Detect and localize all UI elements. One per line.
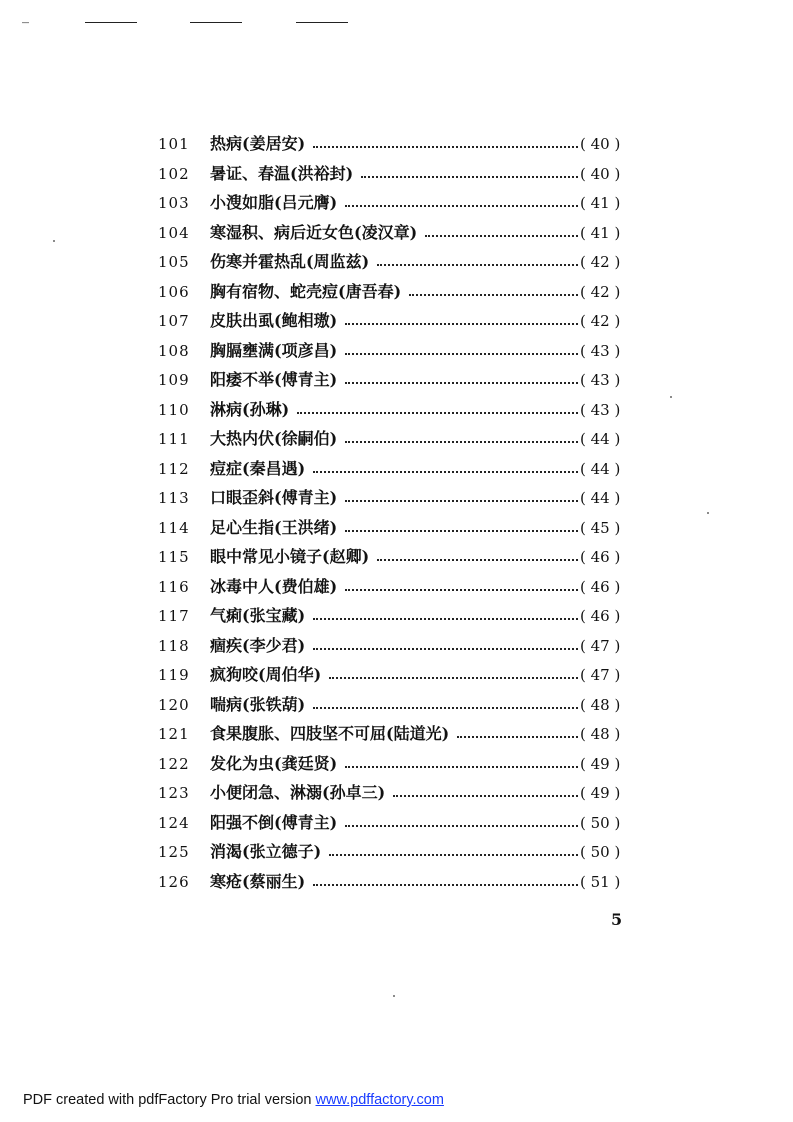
- dot-leader: [409, 294, 578, 296]
- entry-title: 口眼歪斜(傅青主): [210, 488, 338, 507]
- entry-title: 伤寒并霍热乱(周监兹): [210, 252, 370, 271]
- dot-leader: [345, 530, 578, 532]
- entry-number: 105: [158, 253, 190, 271]
- toc-entry: [0, 721, 793, 747]
- entry-number: 106: [158, 282, 190, 301]
- entry-title: 痘症(秦昌遇): [210, 458, 306, 478]
- toc-entry: [0, 131, 793, 157]
- entry-title: 消渴(张立德子): [210, 842, 322, 861]
- toc-entry: [0, 367, 793, 393]
- dot-leader: [345, 825, 578, 827]
- toc-entry: [0, 397, 793, 423]
- dot-leader: [345, 766, 578, 768]
- dot-leader: [329, 677, 578, 679]
- scan-speck: [670, 396, 672, 398]
- dot-leader: [345, 441, 578, 443]
- dot-leader: [313, 648, 578, 650]
- entry-number: 108: [158, 341, 190, 360]
- toc-entry: [0, 485, 793, 511]
- entry-title: 胸膈壅满(项彦昌): [210, 340, 338, 360]
- entry-title: 食果腹胀、四肢坚不可屈(陆道光): [210, 724, 450, 743]
- entry-number: 120: [158, 695, 190, 714]
- entry-title: 寒湿积、病后近女色(凌汉章): [210, 222, 418, 242]
- entry-number: 121: [158, 725, 190, 743]
- entry-page: ( 42 ): [580, 312, 621, 330]
- toc-entry: [0, 751, 793, 777]
- dot-leader: [393, 795, 578, 797]
- entry-title: 皮肤出虱(鲍相璈): [210, 311, 338, 330]
- entry-number: 107: [158, 312, 190, 330]
- entry-title: 热病(姜居安): [210, 134, 306, 153]
- entry-number: 119: [158, 666, 190, 684]
- entry-page: ( 45 ): [580, 518, 621, 537]
- dot-leader: [313, 146, 578, 148]
- footer-link[interactable]: www.pdffactory.com: [315, 1092, 444, 1108]
- entry-page: ( 40 ): [580, 164, 621, 183]
- entry-title: 痼疾(李少君): [210, 635, 306, 655]
- toc-entry: [0, 426, 793, 452]
- dot-leader: [425, 235, 578, 237]
- entry-title: 暑证、春温(洪裕封): [210, 163, 354, 183]
- dot-leader: [313, 471, 578, 473]
- toc-entry: [0, 190, 793, 216]
- entry-page: ( 44 ): [580, 459, 621, 478]
- entry-number: 110: [158, 400, 190, 419]
- entry-number: 102: [158, 164, 190, 183]
- entry-title: 喘病(张铁葫): [210, 694, 306, 714]
- toc-entry: [0, 220, 793, 246]
- entry-number: 124: [158, 813, 190, 832]
- entry-title: 足心生指(王洪绪): [210, 517, 338, 537]
- toc-entry: [0, 338, 793, 364]
- toc-entry: [0, 780, 793, 806]
- entry-title: 小溲如脂(吕元膺): [210, 193, 338, 212]
- entry-number: 118: [158, 636, 190, 655]
- entry-page: ( 49 ): [580, 784, 621, 802]
- entry-page: ( 42 ): [580, 282, 621, 301]
- toc-entry: [0, 249, 793, 275]
- entry-title: 寒疮(蔡丽生): [210, 871, 306, 891]
- entry-page: ( 41 ): [580, 223, 621, 242]
- entry-page: ( 43 ): [580, 371, 621, 389]
- entry-page: ( 43 ): [580, 341, 621, 360]
- toc-entry: [0, 279, 793, 305]
- entry-number: 116: [158, 577, 190, 596]
- dot-leader: [329, 854, 578, 856]
- entry-number: 115: [158, 548, 190, 566]
- toc-entry: [0, 308, 793, 334]
- dot-leader: [345, 205, 578, 207]
- page-number: 5: [611, 910, 623, 929]
- top-rule-marks: [0, 0, 793, 40]
- entry-title: 阳强不倒(傅青主): [210, 812, 338, 832]
- dot-leader: [345, 353, 578, 355]
- entry-title: 疯狗咬(周伯华): [210, 665, 322, 684]
- entry-page: ( 46 ): [580, 607, 621, 625]
- dot-leader: [345, 589, 578, 591]
- dot-leader: [313, 618, 578, 620]
- entry-page: ( 43 ): [580, 400, 621, 419]
- header-dash-3: [296, 22, 348, 23]
- toc-entry: [0, 662, 793, 688]
- toc-entry: [0, 515, 793, 541]
- entry-number: 104: [158, 223, 190, 242]
- entry-page: ( 47 ): [580, 636, 621, 655]
- footer-text: PDF created with pdfFactory Pro trial version: [23, 1092, 316, 1108]
- scan-speck: [53, 240, 55, 242]
- entry-title: 眼中常见小镜子(赵卿): [210, 547, 370, 566]
- dot-leader: [377, 264, 578, 266]
- entry-number: 123: [158, 784, 190, 802]
- entry-number: 103: [158, 194, 190, 212]
- entry-page: ( 46 ): [580, 548, 621, 566]
- entry-number: 126: [158, 872, 190, 891]
- entry-number: 117: [158, 607, 190, 625]
- entry-title: 阳痿不举(傅青主): [210, 370, 338, 389]
- entry-page: ( 41 ): [580, 194, 621, 212]
- entry-page: ( 40 ): [580, 135, 621, 153]
- entry-page: ( 48 ): [580, 725, 621, 743]
- toc-entry: [0, 544, 793, 570]
- toc-entry: [0, 633, 793, 659]
- dot-leader: [313, 707, 578, 709]
- entry-page: ( 42 ): [580, 253, 621, 271]
- entry-page: ( 44 ): [580, 489, 621, 507]
- toc-entry: [0, 810, 793, 836]
- entry-number: 122: [158, 754, 190, 773]
- entry-page: ( 51 ): [580, 872, 621, 891]
- entry-number: 101: [158, 135, 190, 153]
- scan-speck: [393, 995, 395, 997]
- toc-entry: [0, 603, 793, 629]
- toc-entry: [0, 161, 793, 187]
- dot-leader: [361, 176, 578, 178]
- header-dash-1: [85, 22, 137, 23]
- scan-speck: [707, 512, 709, 514]
- pdf-footer: [23, 1092, 444, 1108]
- entry-number: 112: [158, 459, 190, 478]
- dot-leader: [377, 559, 578, 561]
- entry-page: ( 47 ): [580, 666, 621, 684]
- header-dash-2: [190, 22, 242, 23]
- dot-leader: [345, 382, 578, 384]
- entry-number: 114: [158, 518, 190, 537]
- dot-leader: [457, 736, 578, 738]
- entry-number: 113: [158, 489, 190, 507]
- entry-page: ( 50 ): [580, 843, 621, 861]
- entry-title: 胸有宿物、蛇壳痘(唐吾春): [210, 281, 402, 301]
- dot-leader: [297, 412, 578, 414]
- entry-number: 125: [158, 843, 190, 861]
- entry-title: 冰毒中人(费伯雄): [210, 576, 338, 596]
- toc-entry: [0, 839, 793, 865]
- dot-leader: [345, 323, 578, 325]
- toc-entry: [0, 869, 793, 895]
- entry-title: 发化为虫(龚廷贤): [210, 753, 338, 773]
- dot-leader: [345, 500, 578, 502]
- entry-page: ( 44 ): [580, 430, 621, 448]
- entry-number: 111: [158, 430, 190, 448]
- entry-page: ( 46 ): [580, 577, 621, 596]
- entry-title: 大热内伏(徐嗣伯): [210, 429, 338, 448]
- header-left-mark: _: [22, 8, 29, 24]
- toc-entry: [0, 574, 793, 600]
- entry-page: ( 50 ): [580, 813, 621, 832]
- entry-title: 气痢(张宝藏): [210, 606, 306, 625]
- dot-leader: [313, 884, 578, 886]
- toc-entry: [0, 692, 793, 718]
- toc-entry: [0, 456, 793, 482]
- entry-page: ( 48 ): [580, 695, 621, 714]
- entry-title: 小便闭急、淋溺(孙卓三): [210, 783, 386, 802]
- entry-page: ( 49 ): [580, 754, 621, 773]
- entry-title: 淋病(孙琳): [210, 399, 290, 419]
- entry-number: 109: [158, 371, 190, 389]
